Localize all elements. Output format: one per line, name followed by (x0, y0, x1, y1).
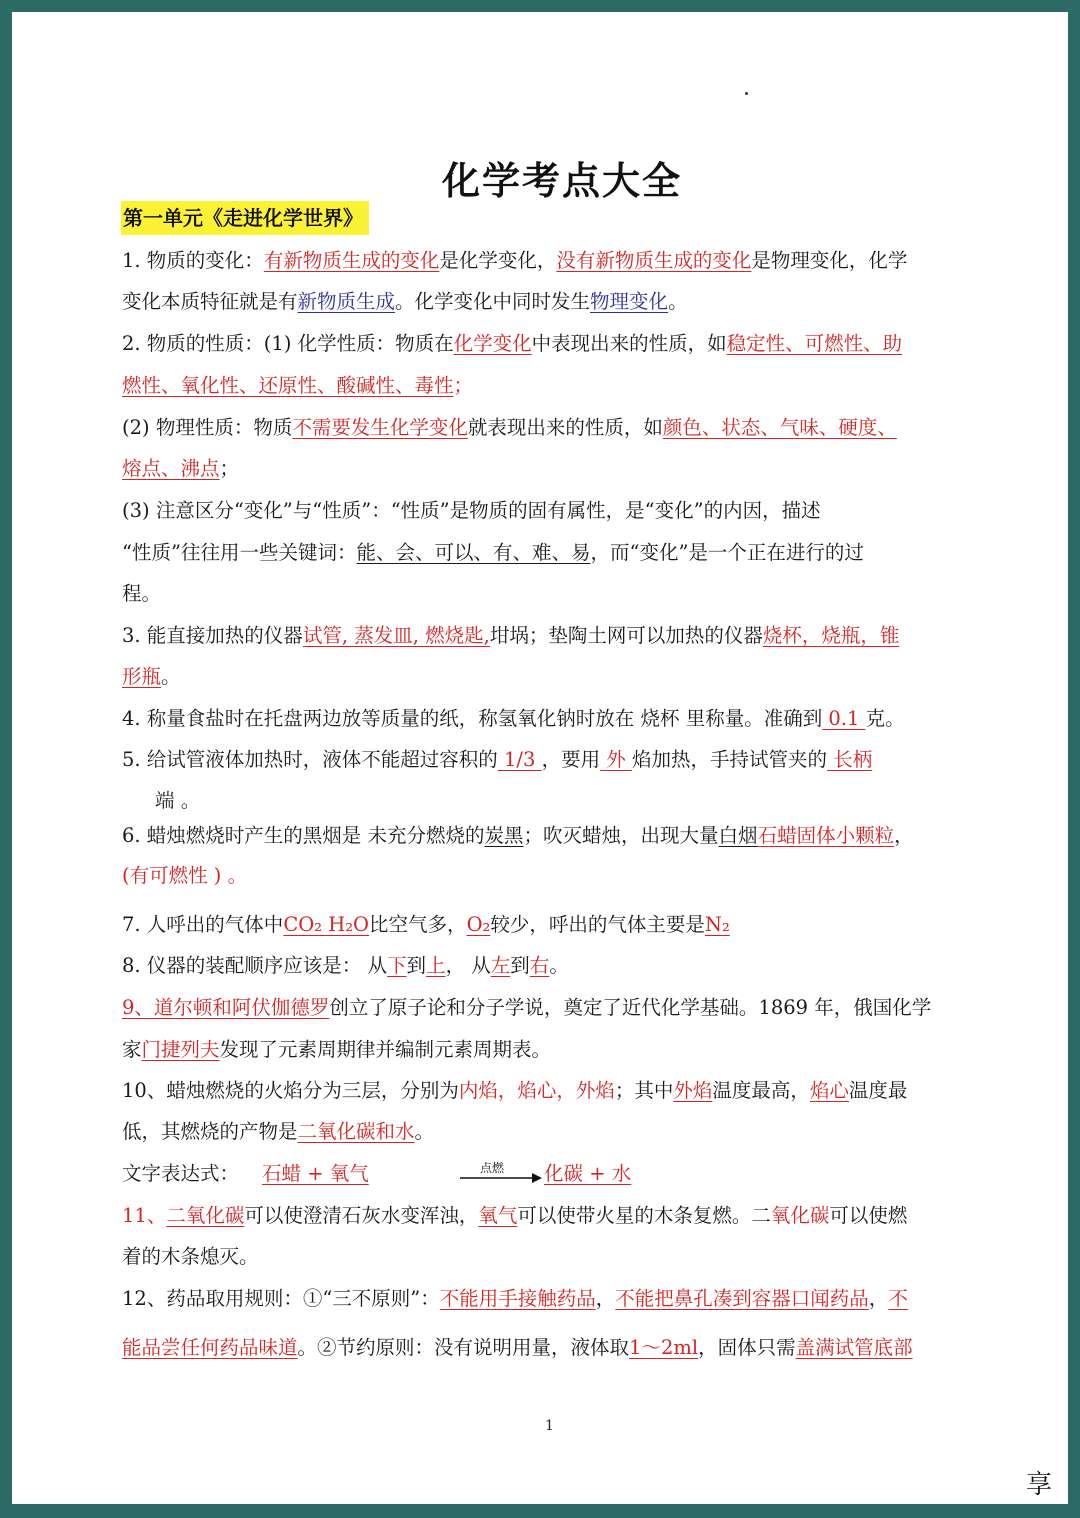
text-line: 10、蜡烛燃烧的火焰分为三层，分别为内焰，焰心，外焰；其中外焰温度最高，焰心温度最 (122, 1079, 908, 1102)
text-line: 低，其燃烧的产物是二氧化碳和水。 (122, 1120, 435, 1143)
text-line: 7. 人呼出的气体中CO₂ H₂O比空气多，O₂较少，呼出的气体主要是N₂ (122, 913, 730, 936)
page-number: 1 (545, 1418, 554, 1434)
share-glyph[interactable]: 享 (1026, 1470, 1053, 1500)
condition-label: 点燃 (480, 1161, 505, 1175)
text-line: “性质”往往用一些关键词：能、会、可以、有、难、易，而“变化”是一个正在进行的过 (122, 541, 864, 564)
word-equation-label: 文字表达式： (122, 1162, 240, 1185)
speck (745, 92, 748, 95)
text-line: 熔点、沸点； (122, 457, 240, 480)
text-line: 变化本质特征就是有新物质生成。化学变化中同时发生物理变化。 (122, 290, 688, 313)
text-line: 4. 称量食盐时在托盘两边放等质量的纸，称氢氧化钠时放在 烧杯 里称量。准确到 0.1 克。 (122, 707, 905, 730)
text-line: 2. 物质的性质：(1) 化学性质：物质在化学变化中表现出来的性质，如稳定性、可燃性、助 (122, 332, 903, 355)
text-line: 12、药品取用规则：①“三不原则”：不能用手接触药品，不能把鼻孔凑到容器口闻药品，不 (122, 1287, 908, 1310)
text-line: 家门捷列夫发现了元素周期律并编制元素周期表。 (122, 1038, 552, 1061)
page-title: 化学考点大全 (441, 158, 682, 203)
text-line: 程。 (122, 582, 162, 605)
reaction-arrow (446, 1158, 542, 1188)
text-line: 燃性、氧化性、还原性、酸碱性、毒性； (122, 374, 474, 397)
text-line: 能品尝任何药品味道。②节约原则：没有说明用量，液体取1～2ml，固体只需盖满试管底部 (122, 1336, 913, 1359)
text-line: (3) 注意区分“变化”与“性质”：“性质”是物质的固有属性，是“变化”的内因，描述 (122, 499, 821, 522)
arrow-icon (446, 1158, 542, 1188)
word-equation-reactants: 石蜡 + 氧气 (262, 1162, 369, 1185)
text-line: 形瓶。 (122, 665, 181, 688)
text-line: 1. 物质的变化：有新物质生成的变化是化学变化，没有新物质生成的变化是物理变化，化学 (122, 249, 908, 272)
text-line: (有可燃性 ) 。 (122, 864, 248, 887)
unit-heading: 第一单元《走进化学世界》 (121, 201, 369, 235)
text-line: 3. 能直接加热的仪器试管, 蒸发皿, 燃烧匙,坩埚；垫陶土网可以加热的仪器烧杯，烧瓶，锥 (122, 624, 900, 647)
text-line: 5. 给试管液体加热时，液体不能超过容积的 1/3 ，要用 外 焰加热，手持试管夹的 长柄 (122, 748, 873, 771)
text-line: 8. 仪器的装配顺序应该是： 从下到上， 从左到右。 (122, 954, 569, 977)
text-line: 端 。 (155, 789, 201, 812)
text-line: 11、二氧化碳可以使澄清石灰水变浑浊，氧气可以使带火星的木条复燃。二氧化碳可以使燃 (122, 1204, 908, 1227)
text-line: 6. 蜡烛燃烧时产生的黑烟是 未充分燃烧的炭黑；吹灭蜡烛，出现大量白烟石蜡固体小颗粒， (122, 824, 914, 847)
text-line: (2) 物理性质：物质不需要发生化学变化就表现出来的性质，如颜色、状态、气味、硬度、 (122, 416, 897, 439)
text-line: 着的木条熄灭。 (122, 1245, 259, 1268)
text-line: 9、道尔顿和阿伏伽德罗创立了原子论和分子学说，奠定了近代化学基础。1869 年，俄国化学 (122, 996, 932, 1019)
word-equation-products: 化碳 + 水 (544, 1162, 632, 1185)
